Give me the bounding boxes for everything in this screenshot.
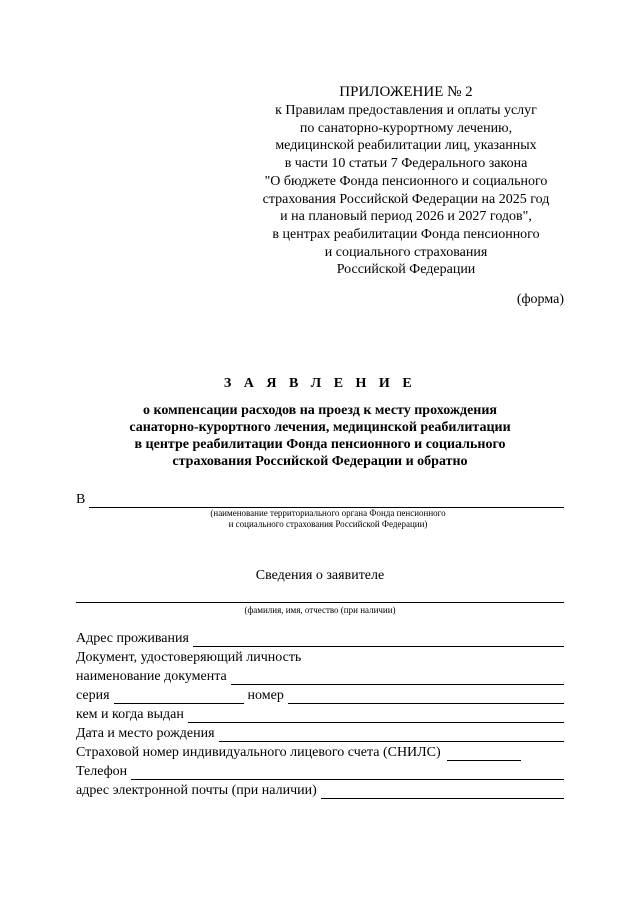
number-label: номер xyxy=(247,688,284,703)
email-field[interactable] xyxy=(321,785,564,799)
series-number-row xyxy=(76,685,564,704)
issued-field[interactable] xyxy=(188,709,564,723)
address-row xyxy=(76,628,564,647)
hint-line: и социального страхования Российской Федерации) xyxy=(228,519,428,529)
series-field[interactable] xyxy=(114,690,244,704)
email-row xyxy=(76,780,564,799)
appendix-line: Российской Федерации xyxy=(336,262,476,278)
issued-label: кем и когда выдан xyxy=(76,707,184,722)
snils-label: Страховой номер индивидуального лицевого счета (СНИЛС) xyxy=(76,745,441,760)
phone-row xyxy=(76,761,564,780)
hint-line: (наименование территориального органа Фонда пенсионного xyxy=(210,508,446,518)
document-subtitle xyxy=(80,402,560,470)
doc-name-label: наименование документа xyxy=(76,669,227,684)
form-label: (форма) xyxy=(516,292,564,307)
recipient-hint xyxy=(8,508,640,530)
birth-label: Дата и место рождения xyxy=(76,726,215,741)
recipient-row xyxy=(76,492,564,508)
series-label: серия xyxy=(76,688,110,703)
appendix-line: "О бюджете Фонда пенсионного и социального xyxy=(264,173,548,189)
appendix-line: медицинской реабилитации лиц, указанных xyxy=(275,138,537,154)
birth-field[interactable] xyxy=(219,728,564,742)
appendix-line: к Правилам предоставления и оплаты услуг xyxy=(275,103,537,118)
doc-name-row xyxy=(76,666,564,685)
email-label: адрес электронной почты (при наличии) xyxy=(76,783,317,798)
appendix-line: в части 10 статьи 7 Федерального закона xyxy=(284,156,528,172)
appendix-line: и на плановый период 2026 и 2027 годов", xyxy=(280,209,532,225)
document-title: З А Я В Л Е Н И Е xyxy=(223,376,417,391)
snils-row xyxy=(76,742,564,761)
recipient-field[interactable] xyxy=(89,493,564,508)
phone-field[interactable] xyxy=(131,766,564,780)
appendix-title: ПРИЛОЖЕНИЕ № 2 xyxy=(339,84,473,100)
applicant-section-title: Сведения о заявителе xyxy=(255,568,385,583)
full-name-field[interactable] xyxy=(76,602,564,603)
snils-field[interactable] xyxy=(447,747,521,761)
issued-row xyxy=(76,704,564,723)
phone-label: Телефон xyxy=(76,764,128,779)
subtitle-line: страхования Российской Федерации и обратно xyxy=(172,454,468,469)
appendix-header xyxy=(250,82,562,279)
appendix-line: по санаторно-курортному лечению, xyxy=(299,120,513,136)
address-label: Адрес проживания xyxy=(76,631,189,646)
identity-doc-row xyxy=(76,647,564,666)
appendix-line: и социального страхования xyxy=(324,244,488,260)
recipient-prefix: В xyxy=(76,492,86,507)
appendix-line: в центрах реабилитации Фонда пенсионного xyxy=(272,226,540,242)
doc-name-field[interactable] xyxy=(231,671,564,685)
address-field[interactable] xyxy=(193,633,564,647)
birth-row xyxy=(76,723,564,742)
subtitle-line: в центре реабилитации Фонда пенсионного и социального xyxy=(134,437,506,452)
appendix-line: страхования Российской Федерации на 2025 год xyxy=(262,191,550,207)
subtitle-line: санаторно-курортного лечения, медицинской реабилитации xyxy=(129,420,511,435)
number-field[interactable] xyxy=(288,690,564,704)
full-name-hint: (фамилия, имя, отчество (при наличии) xyxy=(244,605,396,615)
subtitle-line: о компенсации расходов на проезд к месту прохождения xyxy=(142,403,497,418)
applicant-fields xyxy=(76,628,564,799)
identity-doc-label: Документ, удостоверяющий личность xyxy=(76,650,302,665)
